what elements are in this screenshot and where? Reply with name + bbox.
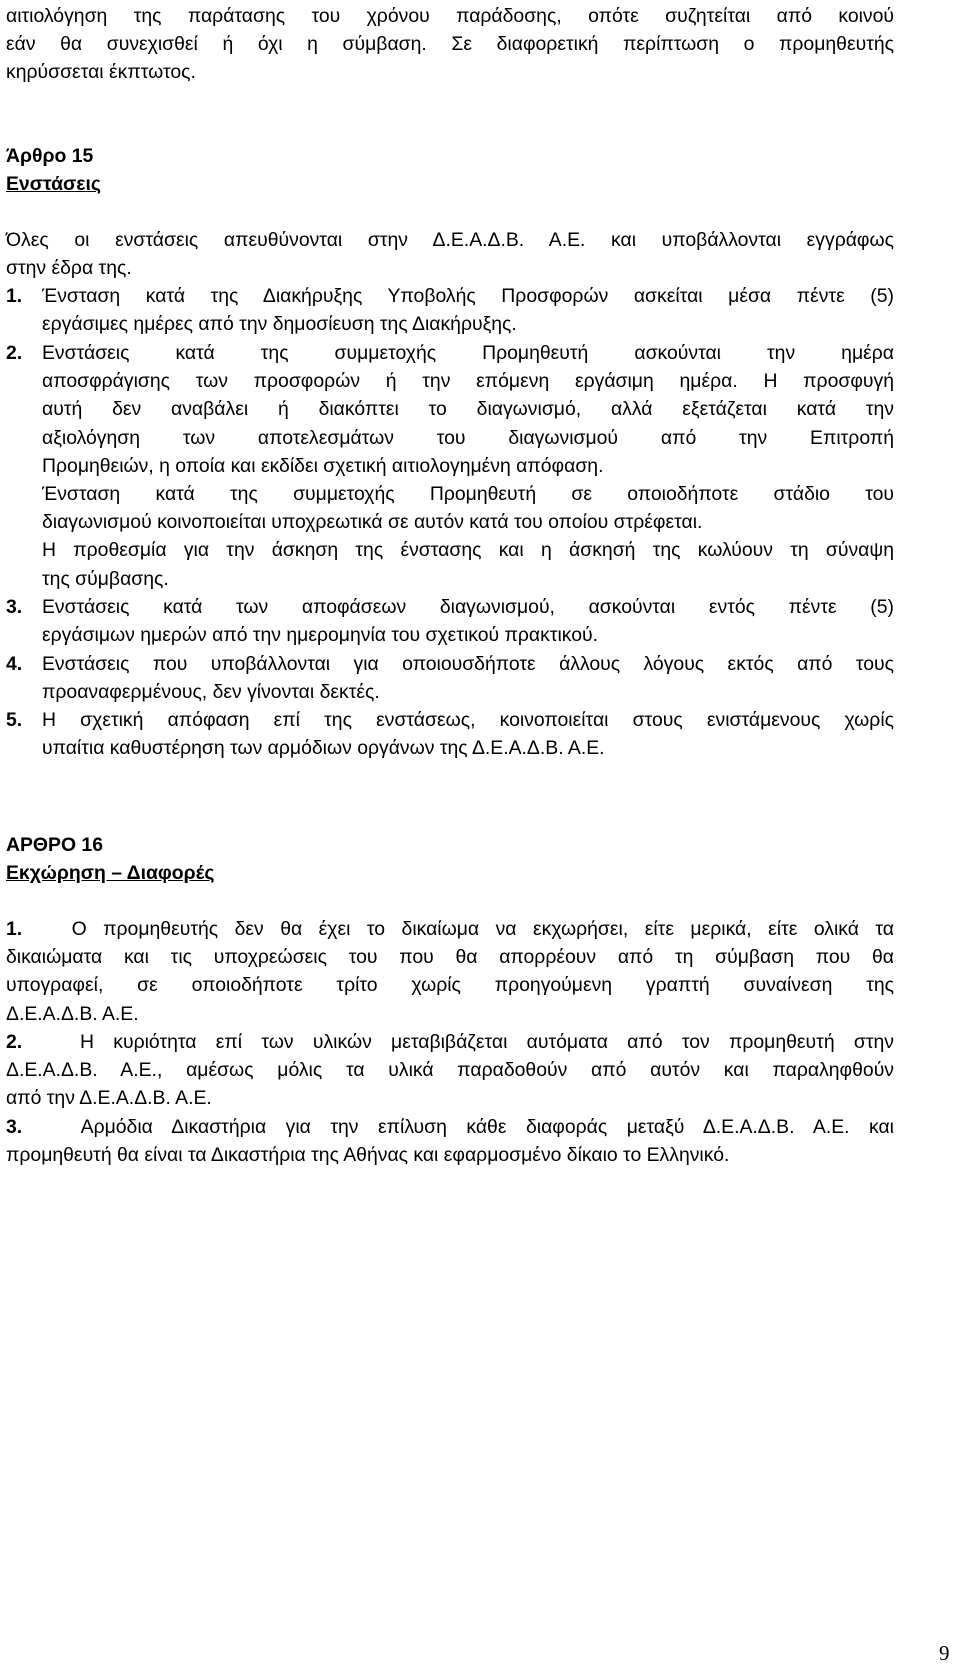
- article-15-item-4-number: 4.: [6, 653, 23, 675]
- article-15-item-4-text: [42, 650, 894, 706]
- article-15-heading: Άρθρο 15: [6, 145, 94, 167]
- article-15-intro: [6, 226, 894, 282]
- article-15-intro-line: στην έδρα της.: [6, 257, 132, 280]
- article-16-title: Εκχώρηση – Διαφορές: [6, 862, 215, 884]
- article-16-heading: ΑΡΘΡΟ 16: [6, 834, 103, 856]
- item-line: Ενστάσεις κατά των αποφάσεων διαγωνισμού, ασκούνται εντός πέντε (5): [42, 596, 894, 618]
- item-line-text: Αρμόδια Δικαστήρια για την επίλυση κάθε διαφοράς μεταξύ Δ.Ε.Α.Δ.Β. Α.Ε. και: [80, 1116, 894, 1138]
- article-15-item-3-text: [42, 593, 894, 649]
- article-16-item-1: [6, 915, 894, 1028]
- item-line: υπαίτια καθυστέρηση των αρμόδιων οργάνων της Δ.Ε.Α.Δ.Β. Α.Ε.: [42, 737, 605, 760]
- item-line: προμηθευτή θα είναι τα Δικαστήρια της Αθήνας και εφαρμοσμένο δίκαιο το Ελληνικό.: [6, 1144, 730, 1167]
- item-line: Η προθεσμία για την άσκηση της ένστασης και η άσκησή της κωλύουν τη σύναψη: [42, 539, 894, 562]
- page-number: 9: [939, 1641, 950, 1665]
- item-line: [6, 915, 894, 943]
- article-15-item-2-text: [42, 339, 894, 593]
- article-16-item-2: [6, 1028, 894, 1113]
- item-line-text: Η κυριότητα επί των υλικών μεταβιβάζεται αυτόματα από τον προμηθευτή στην: [80, 1031, 894, 1053]
- item-line: [6, 1113, 894, 1141]
- intro-line: αιτιολόγηση της παράτασης του χρόνου παράδοσης, οπότε συζητείται από κοινού: [6, 5, 894, 27]
- article-15-item-2-number: 2.: [6, 342, 23, 364]
- item-line: Η σχετική απόφαση επί της ενστάσεως, κοινοποιείται στους ενιστάμενους χωρίς: [42, 709, 894, 731]
- article-15-item-5-number: 5.: [6, 709, 23, 731]
- item-line: υπογραφεί, σε οποιοδήποτε τρίτο χωρίς προηγούμενη γραπτή συναίνεση της: [6, 974, 894, 997]
- article-15-title: Ενστάσεις: [6, 173, 101, 195]
- intro-line: κηρύσσεται έκπτωτος.: [6, 61, 196, 84]
- article-15-item-1-text: [42, 282, 894, 338]
- article-15-intro-line: Όλες οι ενστάσεις απευθύνονται στην Δ.Ε.Α.Δ.Β. Α.Ε. και υποβάλλονται εγγράφως: [6, 229, 894, 251]
- item-line: Ενστάσεις κατά της συμμετοχής Προμηθευτή ασκούνται την ημέρα: [42, 342, 894, 364]
- item-line: Προμηθειών, η οποία και εκδίδει σχετική αιτιολογημένη απόφαση.: [42, 454, 604, 477]
- item-line: Δ.Ε.Α.Δ.Β. Α.Ε.: [6, 1002, 139, 1025]
- item-line: [6, 1028, 894, 1056]
- item-line: Ένσταση κατά της Διακήρυξης Υποβολής Προσφορών ασκείται μέσα πέντε (5): [42, 285, 894, 307]
- item-line: αποσφράγισης των προσφορών ή την επόμενη εργάσιμη ημέρα. Η προσφυγή: [42, 370, 894, 393]
- item-line-text: Ο προμηθευτής δεν θα έχει το δικαίωμα να εκχωρήσει, είτε μερικά, είτε ολικά τα: [71, 918, 894, 940]
- item-line: Ενστάσεις που υποβάλλονται για οποιουσδήποτε άλλους λόγους εκτός από τους: [42, 653, 894, 675]
- article-15-item-5-text: [42, 706, 894, 762]
- intro-paragraph: [6, 2, 894, 87]
- item-line: προαναφερμένους, δεν γίνονται δεκτές.: [42, 681, 380, 704]
- item-line: Δ.Ε.Α.Δ.Β. Α.Ε., αμέσως μόλις τα υλικά παραδοθούν από αυτόν και παραληφθούν: [6, 1059, 894, 1082]
- item-line: δικαιώματα και τις υποχρεώσεις του που θα απορρέουν από τη σύμβαση που θα: [6, 946, 894, 969]
- article-16-item-1-number: 1.: [6, 918, 23, 940]
- intro-line: εάν θα συνεχισθεί ή όχι η σύμβαση. Σε διαφορετική περίπτωση ο προμηθευτής: [6, 33, 894, 56]
- item-line: από την Δ.Ε.Α.Δ.Β. Α.Ε.: [6, 1087, 212, 1110]
- item-line: εργάσιμων ημερών από την ημερομηνία του σχετικού πρακτικού.: [42, 624, 599, 647]
- item-line: διαγωνισμού κοινοποιείται υποχρεωτικά σε αυτόν κατά του οποίου στρέφεται.: [42, 511, 703, 534]
- item-line: αξιολόγηση των αποτελεσμάτων του διαγωνισμού από την Επιτροπή: [42, 426, 894, 449]
- item-line: Ένσταση κατά της συμμετοχής Προμηθευτή σε οποιοδήποτε στάδιο του: [42, 483, 894, 506]
- item-line: της σύμβασης.: [42, 567, 169, 590]
- article-16-item-3-number: 3.: [6, 1116, 23, 1138]
- article-15-item-1-number: 1.: [6, 285, 23, 307]
- item-line: αυτή δεν αναβάλει ή διακόπτει το διαγωνισμό, αλλά εξετάζεται κατά την: [42, 398, 894, 421]
- article-16-item-2-number: 2.: [6, 1031, 23, 1053]
- article-16-item-3: [6, 1113, 894, 1169]
- item-line: εργάσιμες ημέρες από την δημοσίευση της Διακήρυξης.: [42, 313, 517, 336]
- article-15-item-3-number: 3.: [6, 596, 23, 618]
